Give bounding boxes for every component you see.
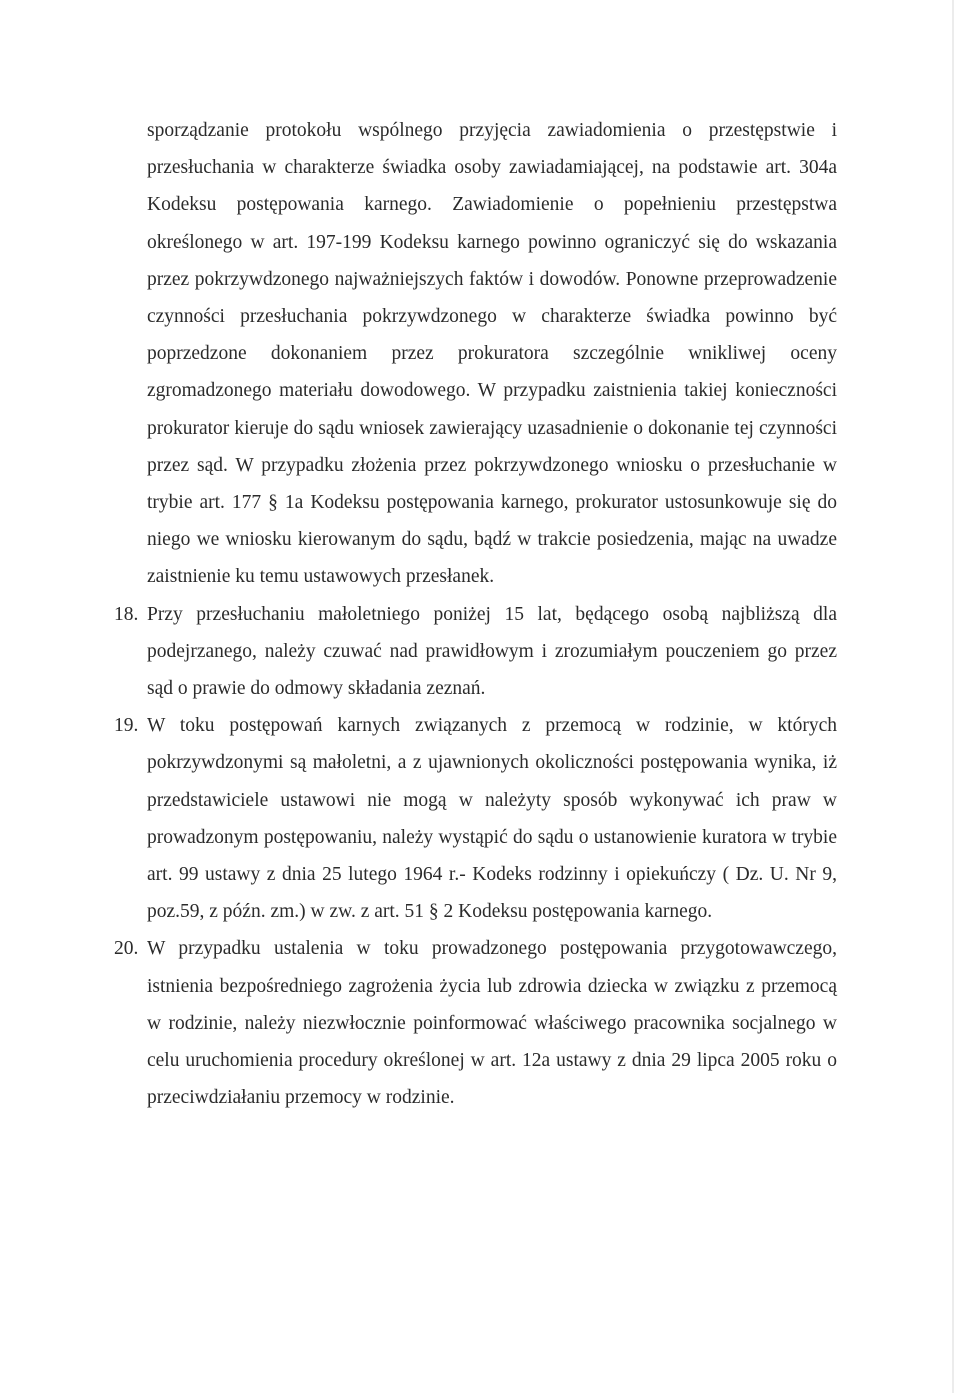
document-body [114,112,837,1116]
numbered-item-19 [114,707,837,930]
item-number: 18. [114,603,139,625]
intro-paragraph: sporządzanie protokołu wspólnego przyjęcia zawiadomienia o przestępstwie i przesłuchania w charakterze świadka osoby zawiadamiającej, na podstawie art. 304a Kodeksu postępowania karnego. Zawiadomienie o popełnieniu przestępstwa określonego w art. 197-199 Kodeksu karnego powinno ograniczyć się do wskazania przez pokrzywdzonego najważniejszych faktów i dowodów. Ponowne przeprowadzenie czynności przesłuchania pokrzywdzonego w charakterze świadka powinno być poprzedzone dokonaniem przez prokuratora szczególnie wnikliwej oceny zgromadzonego materiału dowodowego. W przypadku zaistnienia takiej konieczności prokurator kieruje do sądu wniosek zawierający uzasadnienie o dokonanie tej czynności przez sąd. W przypadku złożenia przez pokrzywdzonego wniosku o przesłuchanie w trybie art. 177 § 1a Kodeksu postępowania karnego, prokurator ustosunkowuje się do niego we wniosku kierowanym do sądu, bądź w trakcie posiedzenia, mając na uwadze zaistnienie ku temu ustawowych przesłanek. [147,120,837,588]
item-number: 19. [114,715,139,737]
item-number: 20. [114,938,139,960]
numbered-item-18 [114,596,837,708]
numbered-item-20 [114,930,837,1116]
item-text: W przypadku ustalenia w toku prowadzonego postępowania przygotowawczego, istnienia bezpośredniego zagrożenia życia lub zdrowia dziecka w związku z przemocą w rodzinie, należy niezwłocznie poinformować właściwego pracownika socjalnego w celu uruchomienia procedury określonej w art. 12a ustawy z dnia 29 lipca 2005 roku o przeciwdziałaniu przemocy w rodzinie. [147,938,837,1109]
item-text: W toku postępowań karnych związanych z przemocą w rodzinie, w których pokrzywdzonymi są małoletni, a z ujawnionych okoliczności postępowania wynika, iż przedstawiciele ustawowi nie mogą w należyty sposób wykonywać ich praw w prowadzonym postępowaniu, należy wystąpić do sądu o ustanowienie kuratora w trybie art. 99 ustawy z dnia 25 lutego 1964 r.- Kodeks rodzinny i opiekuńczy ( Dz. U. Nr 9, poz.59, z późn. zm.) w zw. z art. 51 § 2 Kodeksu postępowania karnego. [147,715,837,923]
item-text: Przy przesłuchaniu małoletniego poniżej 15 lat, będącego osobą najbliższą dla podejrzanego, należy czuwać nad prawidłowym i zrozumiałym pouczeniem go przez sąd o prawie do odmowy składania zeznań. [147,603,837,700]
page-edge-shadow [952,0,954,1393]
